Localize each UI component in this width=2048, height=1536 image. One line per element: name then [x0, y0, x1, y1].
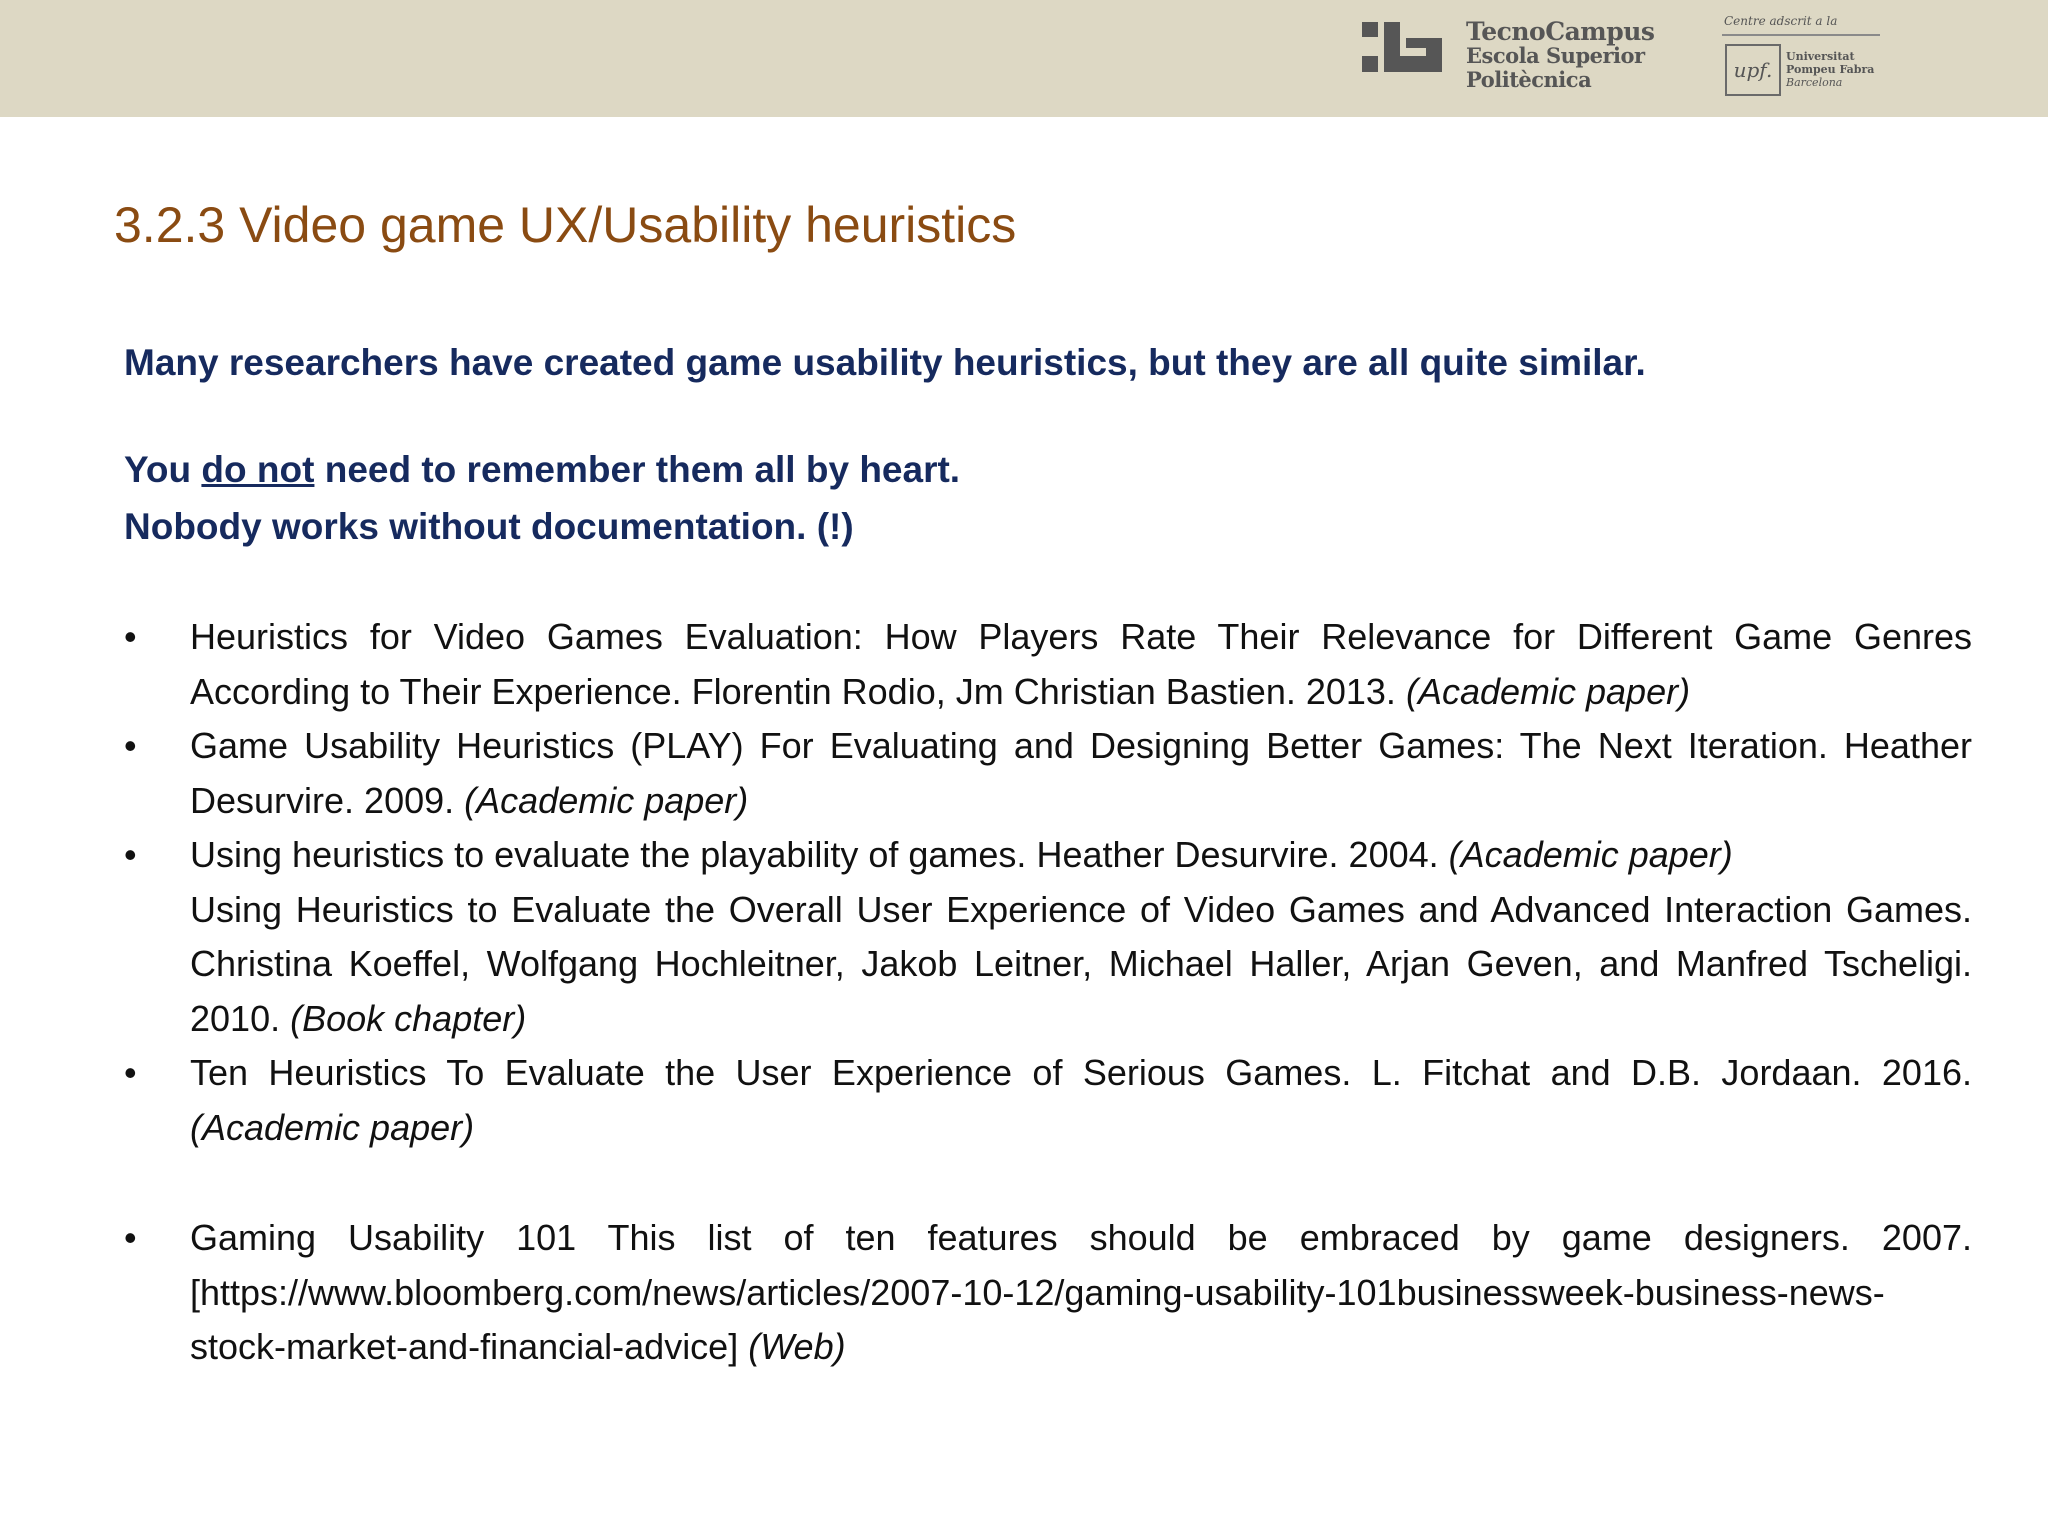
reference-text: Ten Heuristics To Evaluate the User Experience of Serious Games. L. Fitchat and D.B. Jordaan. 2016.	[190, 1052, 1972, 1093]
list-item	[124, 610, 1972, 719]
reference-type: (Academic paper)	[1448, 834, 1733, 875]
intro-underlined: do not	[201, 449, 315, 490]
slide-title: 3.2.3 Video game UX/Usability heuristics	[114, 197, 1017, 253]
upf-caption: Centre adscrit a la	[1724, 14, 1838, 28]
tecnocampus-logo	[1362, 17, 1662, 104]
reference-type: (Academic paper)	[464, 779, 749, 821]
reference-type: (Academic paper)	[190, 1106, 475, 1148]
list-item	[124, 719, 1972, 828]
intro-line-2-pre: You	[124, 449, 202, 490]
upf-name-line-3: Barcelona	[1786, 76, 1843, 89]
reference-type: (Book chapter)	[290, 997, 527, 1039]
intro-line-2-post: need to remember them all by heart.	[314, 449, 961, 490]
bullet: •	[124, 616, 137, 657]
tecnocampus-wordmark	[1466, 17, 1655, 92]
tecnocampus-mark-icon	[1362, 22, 1444, 78]
intro-block	[124, 334, 1646, 555]
reference-type: (Web)	[748, 1326, 846, 1367]
bullet: •	[124, 1217, 137, 1258]
upf-name	[1786, 50, 1874, 89]
bullet: •	[124, 1052, 137, 1093]
reference-text: Game Usability Heuristics (PLAY) For Evaluating and Designing Better Games: The Next Iteration. Heather Desurvire. 2009.	[190, 725, 1972, 821]
upf-name-line-2: Pompeu Fabra	[1786, 63, 1875, 76]
reference-type: (Academic paper)	[1405, 670, 1691, 712]
tecnocampus-school: Escola Superior	[1466, 43, 1645, 68]
list-item	[124, 1046, 1972, 1155]
reference-text: Using heuristics to evaluate the playability of games. Heather Desurvire. 2004.	[190, 834, 1439, 875]
reference-text: Gaming Usability 101 This list of ten features should be embraced by game designers. 2007.	[190, 1217, 1972, 1258]
intro-line-1: Many researchers have created game usability heuristics, but they are all quite similar.	[124, 342, 1646, 383]
list-item	[124, 1211, 1972, 1375]
reference-text: Heuristics for Video Games Evaluation: How Players Rate Their Relevance for Different Game Genres According to Their Experience. Florentin Rodio, Jm Christian Bastien. 2013.	[190, 616, 1972, 712]
header-band	[0, 0, 2048, 117]
upf-mark: upf.	[1725, 44, 1781, 96]
list-item	[124, 828, 1972, 883]
tecnocampus-name: TecnoCampus	[1466, 17, 1655, 46]
bullet: •	[124, 725, 137, 766]
reference-list	[124, 610, 1972, 1375]
tecnocampus-school-2: Politècnica	[1466, 67, 1592, 92]
list-item	[124, 883, 1972, 1047]
upf-name-line-1: Universitat	[1786, 50, 1855, 63]
intro-line-2	[124, 441, 1646, 498]
reference-text: Using Heuristics to Evaluate the Overall User Experience of Video Games and Advanced Interaction Games. Christina Koeffel, Wolfgang Hochleitner, Jakob Leitner, Michael Haller, Arjan Geven, and Manfred Tscheligi. 2010.	[190, 888, 1972, 1039]
bullet: •	[124, 834, 137, 875]
upf-logo	[1722, 14, 1882, 102]
reference-link[interactable]: [https://www.bloomberg.com/news/articles/2007-10-12/gaming-usability-101businessweek-business-news-stock-market-and-financial-advice]	[190, 1271, 1885, 1367]
intro-line-3: Nobody works without documentation. (!)	[124, 506, 854, 547]
upf-rule	[1722, 34, 1880, 36]
